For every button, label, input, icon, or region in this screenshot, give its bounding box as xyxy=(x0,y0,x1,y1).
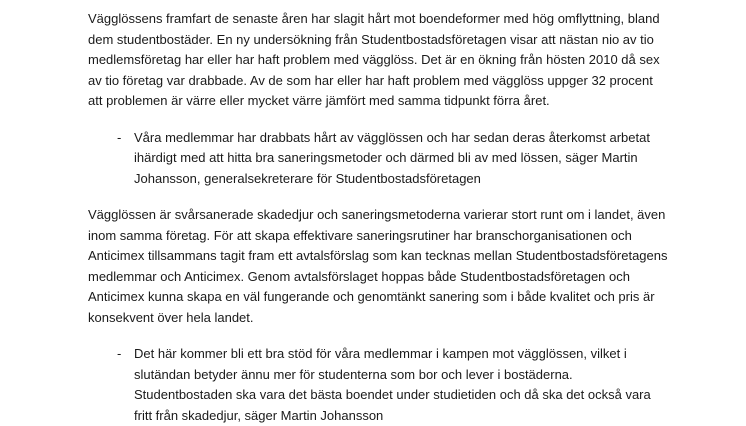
text-line: att problemen är värre eller mycket värre jämfört med samma tidpunkt förra året. xyxy=(88,91,728,112)
quote-line: ihärdigt med att hitta bra saneringsmetoder och därmed bli av med lössen, säger Martin xyxy=(134,148,728,169)
quote-line: Våra medlemmar har drabbats hårt av vägglössen och har sedan deras återkomst arbetat xyxy=(134,128,728,149)
text-line: inom samma företag. För att skapa effektivare saneringsrutiner har branschorganisationen och xyxy=(88,226,728,247)
text-line: Anticimex tillsammans tagit fram ett avtalsförslag som kan tecknas mellan Studentbostadsföretagens xyxy=(88,246,728,267)
text-line: Vägglössen är svårsanerade skadedjur och saneringsmetoderna varierar stort runt om i landet, även xyxy=(88,205,728,226)
document-page xyxy=(88,9,728,426)
quote-line: Det här kommer bli ett bra stöd för våra medlemmar i kampen mot vägglössen, vilket i xyxy=(134,344,728,365)
dash-bullet: - xyxy=(117,344,121,365)
text-line: medlemsföretag har eller har haft problem med vägglöss. Det är en ökning från hösten 2010 då sex xyxy=(88,50,728,71)
text-line: medlemmar och Anticimex. Genom avtalsförslaget hoppas både Studentbostadsföretagen och xyxy=(88,267,728,288)
text-line: Anticimex kunna skapa en väl fungerande och genomtänkt sanering som i både kvalitet och pris är xyxy=(88,287,728,308)
quote-block-2 xyxy=(88,344,728,426)
dash-bullet: - xyxy=(117,128,121,149)
quote-line: Johansson, generalsekreterare för Studentbostadsföretagen xyxy=(134,169,728,190)
text-line: dem studentbostäder. En ny undersökning från Studentbostadsföretagen visar att nästan nio av tio xyxy=(88,30,728,51)
text-line: Vägglössens framfart de senaste åren har slagit hårt mot boendeformer med hög omflyttning, bland xyxy=(88,9,728,30)
intro-paragraph xyxy=(88,9,728,112)
quote-line: slutändan betyder ännu mer för studenterna som bor och lever i bostäderna. xyxy=(134,365,728,386)
quote-line: fritt från skadedjur, säger Martin Johansson xyxy=(134,406,728,426)
text-line: av tio företag var drabbade. Av de som har eller har haft problem med vägglöss uppger 32 procent xyxy=(88,71,728,92)
text-line: konsekvent över hela landet. xyxy=(88,308,728,329)
quote-block-1 xyxy=(88,128,728,190)
quote-line: Studentbostaden ska vara det bästa boendet under studietiden och då ska det också vara xyxy=(134,385,728,406)
body-paragraph xyxy=(88,205,728,328)
